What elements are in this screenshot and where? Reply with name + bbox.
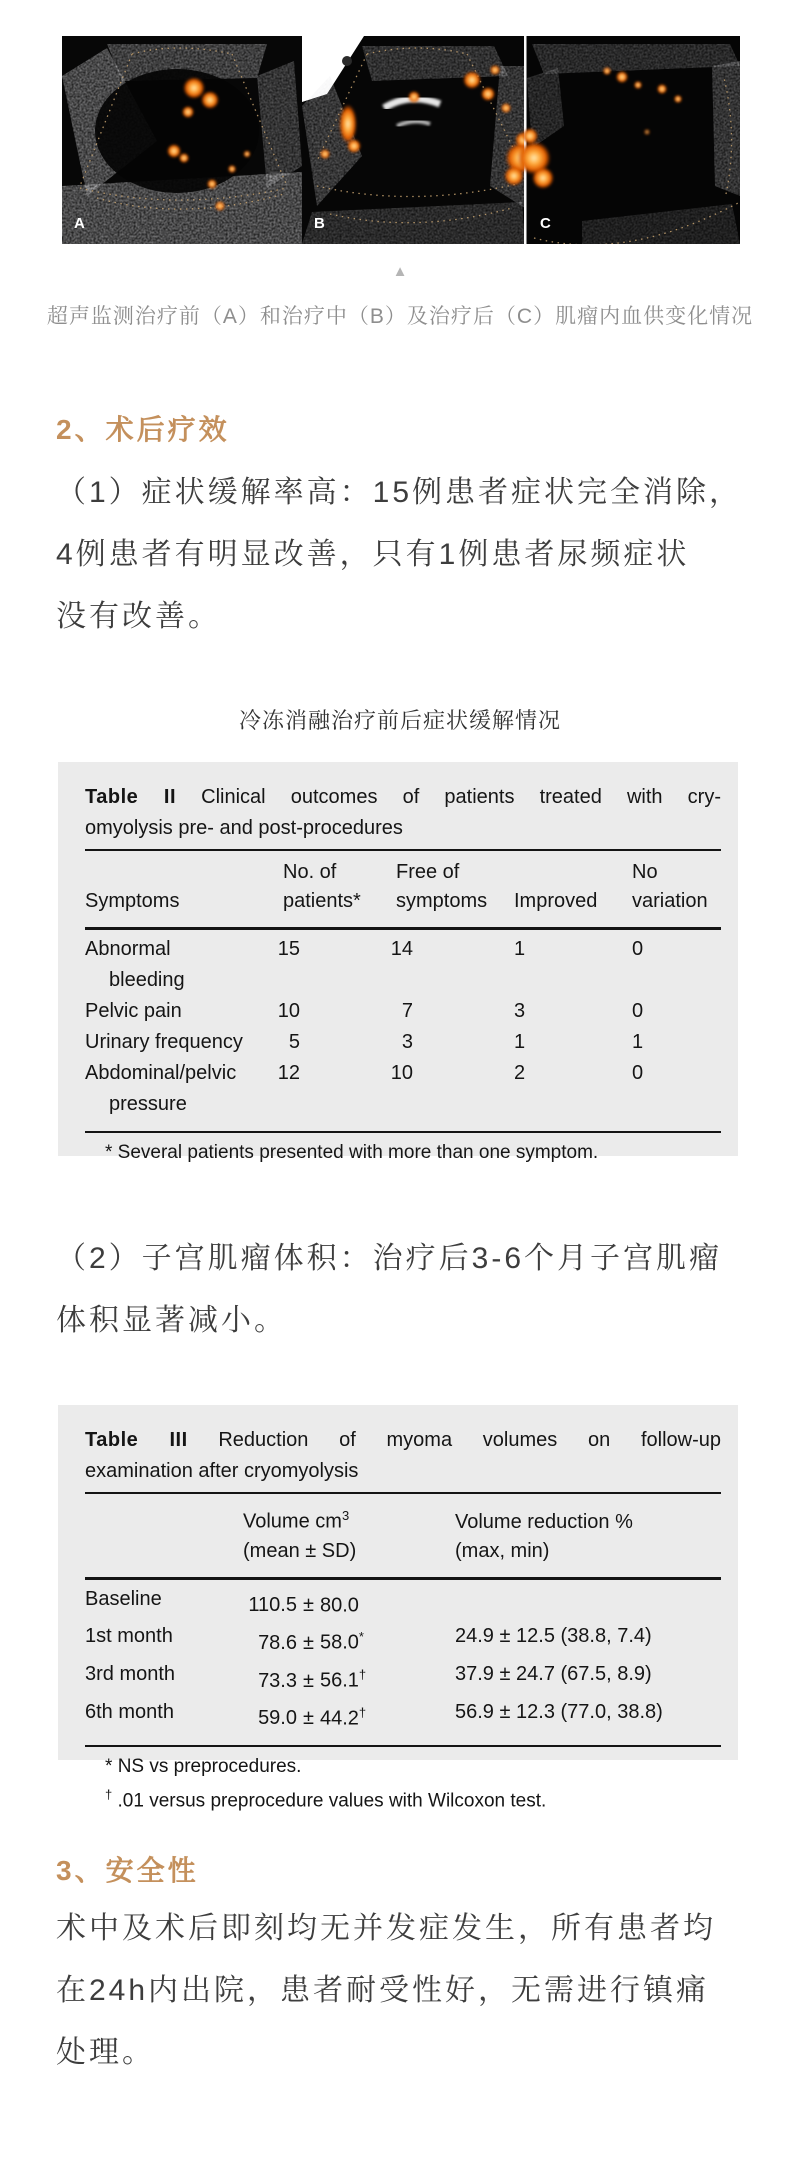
figure-caption: 超声监测治疗前（A）和治疗中（B）及治疗后（C）肌瘤内血供变化情况 bbox=[46, 305, 754, 328]
table2-title-line2: omyolysis pre- and post-procedures bbox=[85, 817, 403, 839]
footnote-line: † .01 versus preprocedure values with Wilcoxon test. bbox=[105, 1787, 547, 1812]
paragraph-line: （1）症状缓解率高：15例患者症状完全消除， bbox=[56, 476, 743, 509]
paragraph-line: 4例患者有明显改善，只有1例患者尿频症状 bbox=[56, 538, 690, 571]
table3-header-row bbox=[85, 1494, 721, 1572]
ultrasound-panel-a bbox=[62, 36, 302, 244]
table-row: 1st month 78.6 ± 58.0* 24.9 ± 12.5 (38.8, 7.4) bbox=[85, 1625, 652, 1654]
section-heading-2: 2、术后疗效 bbox=[56, 414, 230, 445]
paragraph-line: （2）子宫肌瘤体积：治疗后3-6个月子宫肌瘤 bbox=[56, 1242, 723, 1275]
table-row: Baseline 110.5 ± 80.0 bbox=[85, 1587, 359, 1617]
collapse-triangle-icon: ▲ bbox=[392, 263, 408, 280]
table-2-clinical-outcomes bbox=[58, 762, 738, 1163]
table2-body bbox=[85, 930, 721, 1126]
col-header-volume: Volume $cm^3$ (mean ± SD) bbox=[243, 1508, 357, 1562]
section-heading-3: 3、安全性 bbox=[56, 1855, 199, 1886]
ultrasound-panel-c bbox=[517, 36, 740, 244]
ultrasound-figure bbox=[62, 36, 740, 244]
panel-label-b: B bbox=[314, 215, 325, 232]
table3-label: Table III bbox=[85, 1429, 188, 1451]
table-row: Pelvic pain 10 7 3 0 bbox=[85, 1000, 644, 1022]
table-row: Abdominal/pelvic pressure 12 10 2 0 bbox=[85, 1062, 644, 1115]
col-header-reduction: Volume reduction % (max, min) bbox=[455, 1510, 633, 1562]
table3-footnotes bbox=[85, 1747, 721, 1815]
table2-header-row bbox=[85, 851, 721, 922]
panel-label-c: C bbox=[540, 215, 551, 232]
table-row: Urinary frequency 5 3 1 1 bbox=[85, 1031, 644, 1053]
table2-title bbox=[85, 782, 721, 844]
table-row: 3rd month 73.3 ± 56.1† 37.9 ± 24.7 (67.5, 8.9) bbox=[85, 1662, 652, 1692]
ultrasound-figure-svg bbox=[62, 36, 740, 244]
footnote-line: * NS vs preprocedures. bbox=[105, 1756, 302, 1778]
paragraph-myoma-volume bbox=[56, 1228, 766, 1352]
paragraph-line: 术中及术后即刻均无并发症发生，所有患者均 bbox=[56, 1912, 716, 1945]
table2-title-line1: Clinical outcomes of patients treated with cry- bbox=[201, 786, 721, 808]
table-3-volume-reduction bbox=[58, 1405, 738, 1812]
table2-chinese-caption: 冷冻消融治疗前后症状缓解情况 bbox=[238, 708, 561, 733]
table-row: 6th month 59.0 ± 44.2† 56.9 ± 12.3 (77.0, 38.8) bbox=[85, 1700, 663, 1730]
table-row: Abnormal bleeding 15 14 1 0 bbox=[85, 938, 644, 991]
table3-title-line2: examination after cryomyolysis bbox=[85, 1460, 359, 1482]
table3-body bbox=[85, 1580, 721, 1741]
paragraph-symptom-relief bbox=[56, 462, 766, 648]
table2-footnote: * Several patients presented with more than one symptom. bbox=[105, 1142, 599, 1163]
transducer-marker-dot bbox=[342, 56, 352, 66]
paragraph-line: 处理。 bbox=[56, 2036, 155, 2069]
table3-title bbox=[85, 1425, 721, 1487]
paragraph-line: 没有改善。 bbox=[56, 600, 221, 633]
panel-label-a: A bbox=[74, 215, 85, 232]
col-header-improved: Improved bbox=[514, 890, 598, 912]
table3-title-line1: Reduction of myoma volumes on follow-up bbox=[218, 1429, 721, 1451]
col-header-no-variation: No variation bbox=[632, 861, 708, 912]
col-header-symptoms: Symptoms bbox=[85, 890, 180, 912]
paragraph-line: 在24h内出院，患者耐受性好，无需进行镇痛 bbox=[56, 1974, 710, 2007]
col-header-free: Free of symptoms bbox=[396, 861, 488, 912]
paragraph-line: 体积显著减小。 bbox=[56, 1304, 287, 1337]
ultrasound-panel-b bbox=[302, 36, 537, 244]
table2-label: Table II bbox=[85, 786, 176, 808]
col-header-patients: No. of patients* bbox=[283, 861, 361, 912]
paragraph-safety bbox=[56, 1898, 766, 2084]
